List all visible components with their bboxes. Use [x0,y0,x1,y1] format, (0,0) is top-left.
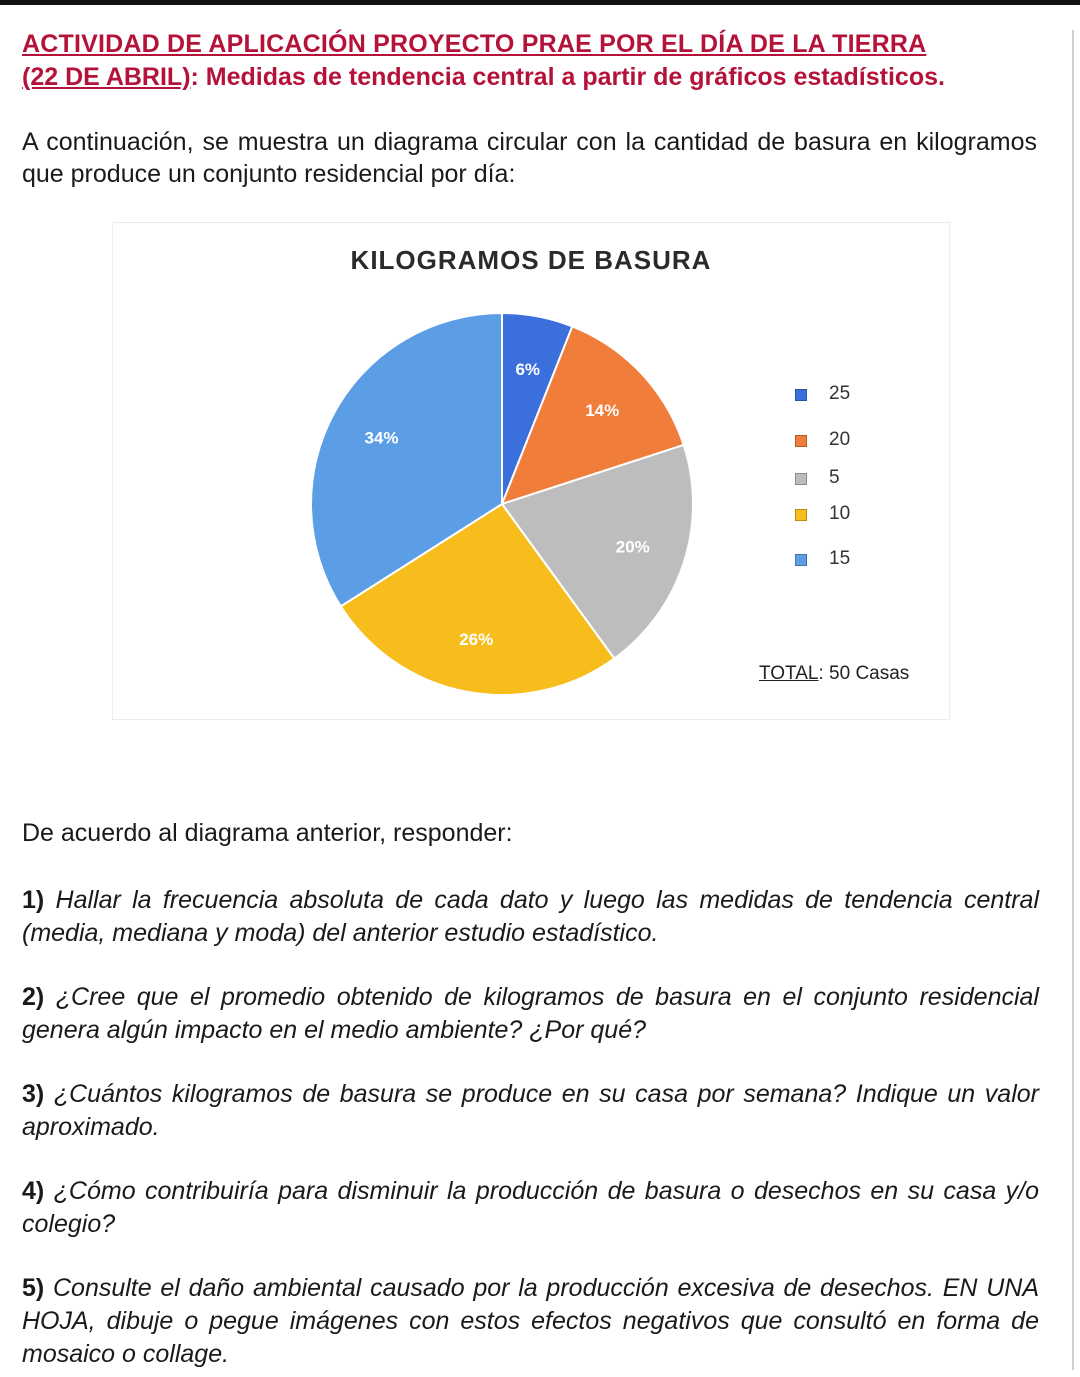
page-subtitle [22,63,945,92]
legend-label: 15 [829,548,851,569]
legend-swatch [795,554,807,566]
pie-chart [112,222,950,720]
question-text: Hallar la frecuencia absoluta de cada dato y luego las medidas de tendencia central (media, mediana y moda) del anterior estudio estadístico. [22,886,1039,947]
legend-item-20 [795,429,915,453]
title-date: (22 DE ABRIL) [22,63,191,91]
legend-label: 20 [829,429,851,450]
top-edge [0,0,1080,5]
pie-label-10: 26% [459,630,494,650]
chart-title: KILOGRAMOS DE BASURA [350,245,712,275]
question-4 [22,1175,1039,1241]
question-text: Consulte el daño ambiental causado por la producción excesiva de desechos. EN UNA HOJA, dibuje o pegue imágenes con estos efectos negativos que consultó en forma de mosaico o collage. [22,1274,1039,1368]
pie-label-15: 34% [364,428,399,448]
legend-swatch [795,389,807,401]
title-subtitle: : Medidas de tendencia central a partir de gráficos estadísticos. [190,63,945,91]
legend-swatch [795,435,807,447]
question-5 [22,1272,1039,1371]
question-number: 3) [22,1080,45,1108]
legend-swatch [795,473,807,485]
instructions: De acuerdo al diagrama anterior, responder: [22,819,513,847]
question-text: ¿Cuántos kilogramos de basura se produce en su casa por semana? Indique un valor aproximado. [22,1080,1039,1141]
intro-paragraph: A continuación, se muestra un diagrama circular con la cantidad de basura en kilogramos que produce un conjunto residencial por día: [22,128,1037,188]
legend-item-5 [795,467,915,491]
question-number: 2) [22,983,45,1011]
legend-label: 25 [829,383,851,404]
legend-label: 5 [829,467,840,488]
total-label: TOTAL [759,663,819,684]
pie-label-20: 14% [585,400,620,420]
legend-item-10 [795,503,915,527]
pie-label-5: 20% [615,537,650,557]
question-2 [22,981,1039,1047]
question-number: 4) [22,1177,45,1205]
question-1 [22,884,1039,950]
question-number: 5) [22,1274,45,1302]
question-text: ¿Cree que el promedio obtenido de kilogramos de basura en el conjunto residencial genera algún impacto en el medio ambiente? ¿Por qué? [22,983,1039,1044]
legend-total [759,663,909,685]
page-title: ACTIVIDAD DE APLICACIÓN PROYECTO PRAE POR EL DÍA DE LA TIERRA [22,30,927,58]
legend-label: 10 [829,503,851,524]
pie-label-25: 6% [515,359,541,379]
legend-swatch [795,509,807,521]
legend-item-15 [795,548,915,572]
question-number: 1) [22,886,45,914]
total-value: : 50 Casas [818,663,910,684]
page-edge [1072,30,1074,1370]
question-text: ¿Cómo contribuiría para disminuir la producción de basura o desechos en su casa y/o colegio? [22,1177,1039,1238]
legend-item-25 [795,383,915,407]
question-3 [22,1078,1039,1144]
